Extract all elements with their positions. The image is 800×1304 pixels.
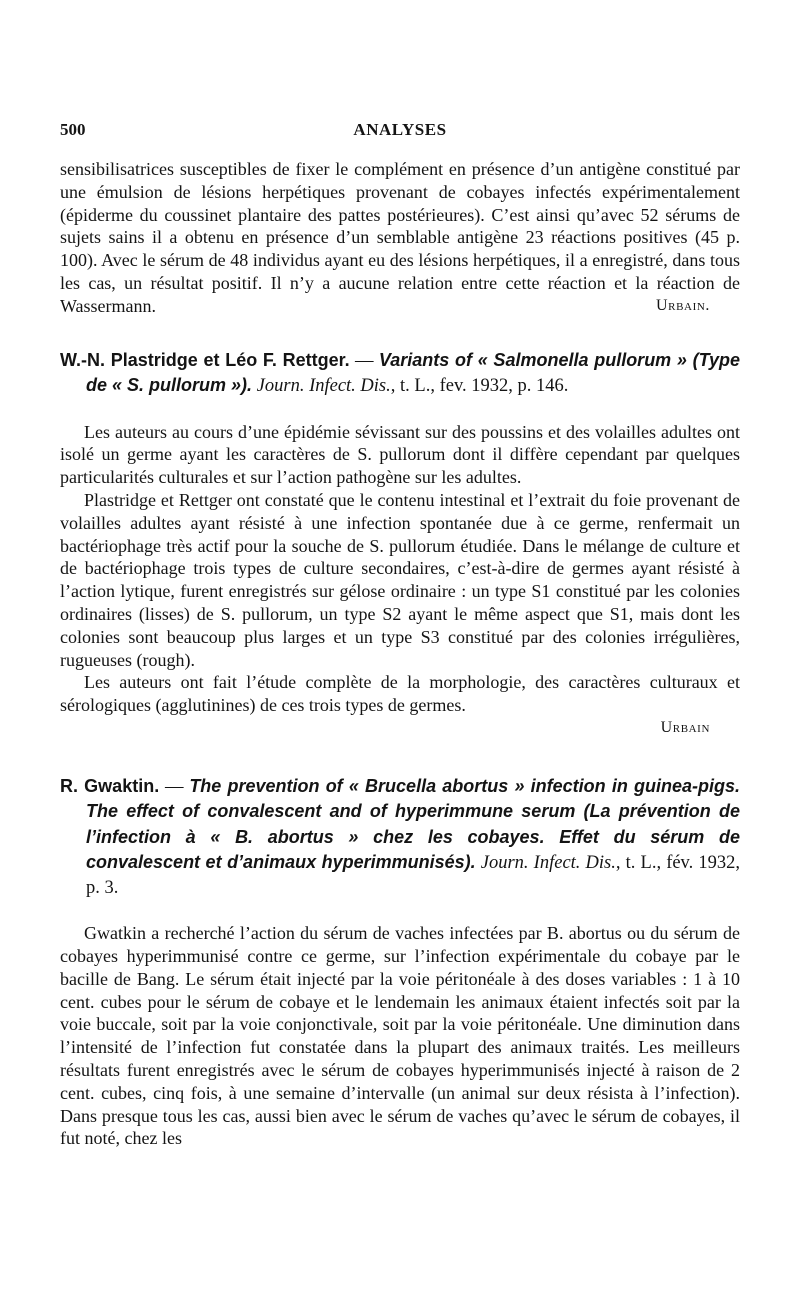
- entry2-dash: —: [159, 776, 190, 797]
- entry1-paragraph-3: Les auteurs ont fait l’étude complète de la morphologie, des caractères culturaux et sérologiques (agglutinines) de ces trois types de germes.: [60, 672, 740, 716]
- entry2-ref: , t. L., fév. 1932, p. 3.: [86, 853, 740, 898]
- entry2-journal: Journ. Infect. Dis.: [480, 853, 616, 874]
- page-number: 500: [60, 120, 86, 139]
- entry1-paragraph-2: Plastridge et Rettger ont constaté que le contenu intestinal et l’extrait du foie provenant de volailles adultes ayant résisté à une infection spontanée due à ce germe, renfermait un bactériophage très actif pour la souche de S. pullorum étudiée. Dans le mélange de culture et de bactériophage trois types de culture secondaires, c’est-à-dire de germes ayant résisté à l’action lytique, furent enregistrés sur gélose ordinaire : un type S1 constitué par les colonies ordinaires (lisses) de S. pullorum, un type S2 ayant le même aspect que S1, mais dont les colonies sont beaucoup plus larges et un type S3 constitué par des colonies irrégulières, rugueuses (rough).: [60, 489, 740, 670]
- page-header: [60, 120, 740, 144]
- intro-signature: Urbain.: [656, 296, 710, 314]
- entry1-signature: Urbain: [660, 718, 710, 736]
- intro-text: sensibilisatrices susceptibles de fixer le complément en présence d’un antigène constitué par une émulsion de lésions herpétiques provenant de cobayes infectés expérimentalement (épiderme du coussinet plantaire des pattes postérieures). C’est ainsi qu’avec 52 sérums de sujets sains il a obtenu en présence d’un semblable antigène 23 réactions positives (45 p. 100). Avec le sérum de 48 individus ayant eu des lésions herpétiques, il a enregistré, dans tous les cas, un résultat positif. Il n’y a aucune relation entre cette réaction et la réaction de Wassermann.: [60, 159, 740, 316]
- entry1-title: Variants of « Salmonella pullorum » (Type de « S. pullorum »).: [86, 349, 740, 396]
- entry2-authors: R. Gwaktin.: [60, 775, 160, 796]
- entry2-paragraph: Gwatkin a recherché l’action du sérum de vaches infectées par B. abortus ou du sérum de cobayes hyperimmunisé contre ce germe, sur l’infection expérimentale du cobaye par le bacille de Bang. Le sérum était injecté par la voie péritonéale à des doses variables : 1 à 10 cent. cubes pour le sérum de cobaye et le lendemain les animaux étaient infectés soit par la voie buccale, soit par la voie conjonctivale, soit par la voie péritonéale. Une diminution dans l’intensité de l’infection fut constatée dans la plupart des animaux traités. Les meilleurs résultats furent enregistrés avec le sérum de cobayes hyperimmunisés injecté à raison de 2 cent. cubes, cinq fois, à une semaine d’intervalle (un animal sur deux résista à l’infection). Dans presque tous les cas, aussi bien avec le sérum de vaches qu’avec le sérum de cobayes, il fut noté, chez les: [60, 923, 740, 1149]
- intro-paragraph: [60, 158, 740, 318]
- entry1-authors: W.-N. Plastridge et Léo F. Rettger.: [60, 349, 350, 370]
- entry-plastridge-heading: [60, 348, 740, 399]
- entry1-ref: , t. L., fev. 1932, p. 146.: [390, 376, 569, 397]
- entry-gwaktin-heading: [60, 774, 740, 901]
- page-body: [60, 158, 740, 1150]
- entry2-title: The prevention of « Brucella abortus » infection in guinea-pigs. The effect of convalescent and of hyperimmune serum (La prévention de l’infection à « B. abortus » chez les cobayes. Effet du sérum de convalescent et d’animaux hyperimmunisés).: [86, 775, 740, 873]
- entry1-dash: —: [349, 350, 379, 371]
- entry1-paragraph-1: Les auteurs au cours d’une épidémie sévissant sur des poussins et des volailles adultes ont isolé un germe ayant les caractères de S. pullorum dont il diffère cependant par quelques particularités culturales et sur l’action pathogène sur les adultes.: [60, 421, 740, 488]
- running-title: ANALYSES: [353, 120, 447, 139]
- entry1-journal: Journ. Infect. Dis.: [256, 376, 391, 397]
